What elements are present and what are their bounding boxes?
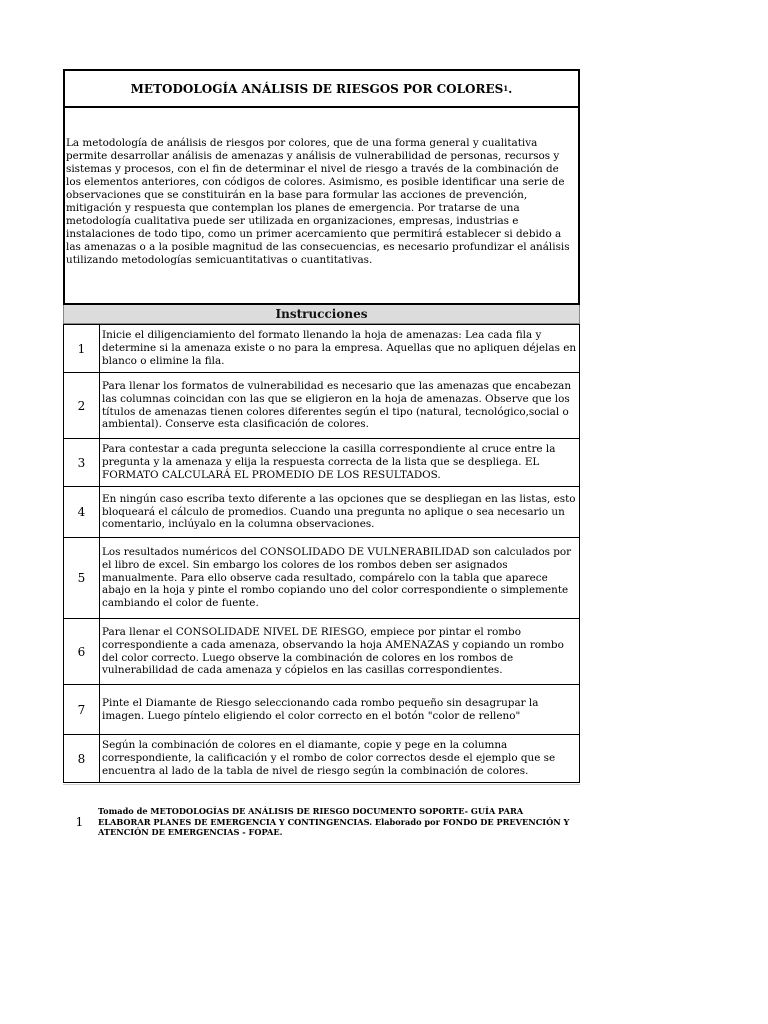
- instruction-row: [64, 735, 580, 783]
- title-trailing: .: [508, 81, 513, 96]
- instruction-row: [64, 685, 580, 735]
- instruction-text: Para contestar a cada pregunta seleccione la casilla correspondiente al cruce entre la pregunta y la amenaza y elija la respuesta correcta de la lista que se despliega. EL FORMATO CALCULARÁ EL PROMEDIO DE LOS RESULTADOS.: [100, 439, 580, 487]
- instruction-text: Pinte el Diamante de Riesgo seleccionando cada rombo pequeño sin desagrupar la imagen. Luego píntelo eligiendo el color correcto en el botón "color de relleno": [100, 685, 580, 735]
- instruction-number: 5: [64, 538, 100, 619]
- footnote: [63, 803, 580, 838]
- instruction-row: [64, 487, 580, 538]
- instruction-text: En ningún caso escriba texto diferente a las opciones que se despliegan en las listas, esto bloqueará el cálculo de promedios. Cuando una pregunta no aplique o sea necesario un comentario, inclúyalo en la columna observaciones.: [100, 487, 580, 538]
- intro-paragraph-box: [63, 108, 580, 305]
- instruction-text: Para llenar los formatos de vulnerabilidad es necesario que las amenazas que encabezan las columnas coincidan con las que se eligieron en la hoja de amenazas. Observe que los títulos de amenazas tienen colores diferentes según el tipo (natural, tecnológico,social o ambiental). Conserve esta clasificación de colores.: [100, 373, 580, 439]
- instructions-table: [63, 324, 580, 783]
- instruction-number: 8: [64, 735, 100, 783]
- instruction-text: Los resultados numéricos del CONSOLIDADO DE VULNERABILIDAD son calculados por el libro de excel. Sin embargo los colores de los rombos deben ser asignados manualmente. Para ello observe cada resultado, compárelo con la tabla que aparece abajo en la hoja y pinte el rombo copiando uno del color correspondiente o simplemente cambiando el color de fuente.: [100, 538, 580, 619]
- instruction-text: Según la combinación de colores en el diamante, copie y pege en la columna correspondiente, la calificación y el rombo de color correctos desde el ejemplo que se encuentra al lado de la tabla de nivel de riesgo según la combinación de colores.: [100, 735, 580, 783]
- instruction-number: 1: [64, 325, 100, 373]
- instruction-row: [64, 538, 580, 619]
- instruction-row: [64, 439, 580, 487]
- instruction-number: 2: [64, 373, 100, 439]
- title-footnote-ref: 1: [503, 84, 509, 93]
- intro-paragraph: La metodología de análisis de riesgos por colores, que de una forma general y cualitativa permite desarrollar análisis de amenazas y análisis de vulnerabilidad de personas, recursos y sistemas y procesos, con el fin de determinar el nivel de riesgo a través de la combinación de los elementos anteriores, con códigos de colores. Asimismo, es posible identificar una serie de observaciones que se constituirán en la base para formular las acciones de prevención, mitigación y respuesta que contemplan los planes de emergencia. Por tratarse de una metodología cualitativa puede ser utilizada en organizaciones, empresas, industrias e instalaciones de todo tipo, como un primer acercamiento que permitirá establecer si debido a las amenazas o a la posible magnitud de las consecuencias, es necesario profundizar el análisis utilizando metodologías semicuantitativas o cuantitativas.: [66, 137, 570, 266]
- instruction-row: [64, 325, 580, 373]
- instruction-number: 6: [64, 619, 100, 685]
- footnote-number: 1: [75, 815, 84, 829]
- document-title: [63, 69, 580, 108]
- instruction-row: [64, 373, 580, 439]
- footnote-divider: [63, 784, 580, 785]
- document-sheet: [63, 69, 580, 783]
- instruction-text: Para llenar el CONSOLIDADE NIVEL DE RIESGO, empiece por pintar el rombo correspondiente a cada amenaza, observando la hoja AMENAZAS y copiando un rombo del color correcto. Luego observe la combinación de colores en los rombos de vulnerabilidad de cada amenaza y cópielos en las casillas correspondientes.: [100, 619, 580, 685]
- instruction-row: [64, 619, 580, 685]
- instruction-number: 7: [64, 685, 100, 735]
- instruction-number: 3: [64, 439, 100, 487]
- instructions-header: Instrucciones: [63, 305, 580, 324]
- instruction-number: 4: [64, 487, 100, 538]
- footnote-text: Tomado de METODOLOGÍAS DE ANÁLISIS DE RIESGO DOCUMENTO SOPORTE- GUÍA PARA ELABORAR PLANES DE EMERGENCIA Y CONTINGENCIAS. Elaborado por FONDO DE PREVENCIÓN Y ATENCIÓN DE EMERGENCIAS - FOPAE.: [98, 806, 570, 837]
- title-text: METODOLOGÍA ANÁLISIS DE RIESGOS POR COLORES: [130, 81, 504, 96]
- instruction-text: Inicie el diligenciamiento del formato llenando la hoja de amenazas: Lea cada fila y determine si la amenaza existe o no para la empresa. Aquellas que no apliquen déjelas en blanco o elimine la fila.: [100, 325, 580, 373]
